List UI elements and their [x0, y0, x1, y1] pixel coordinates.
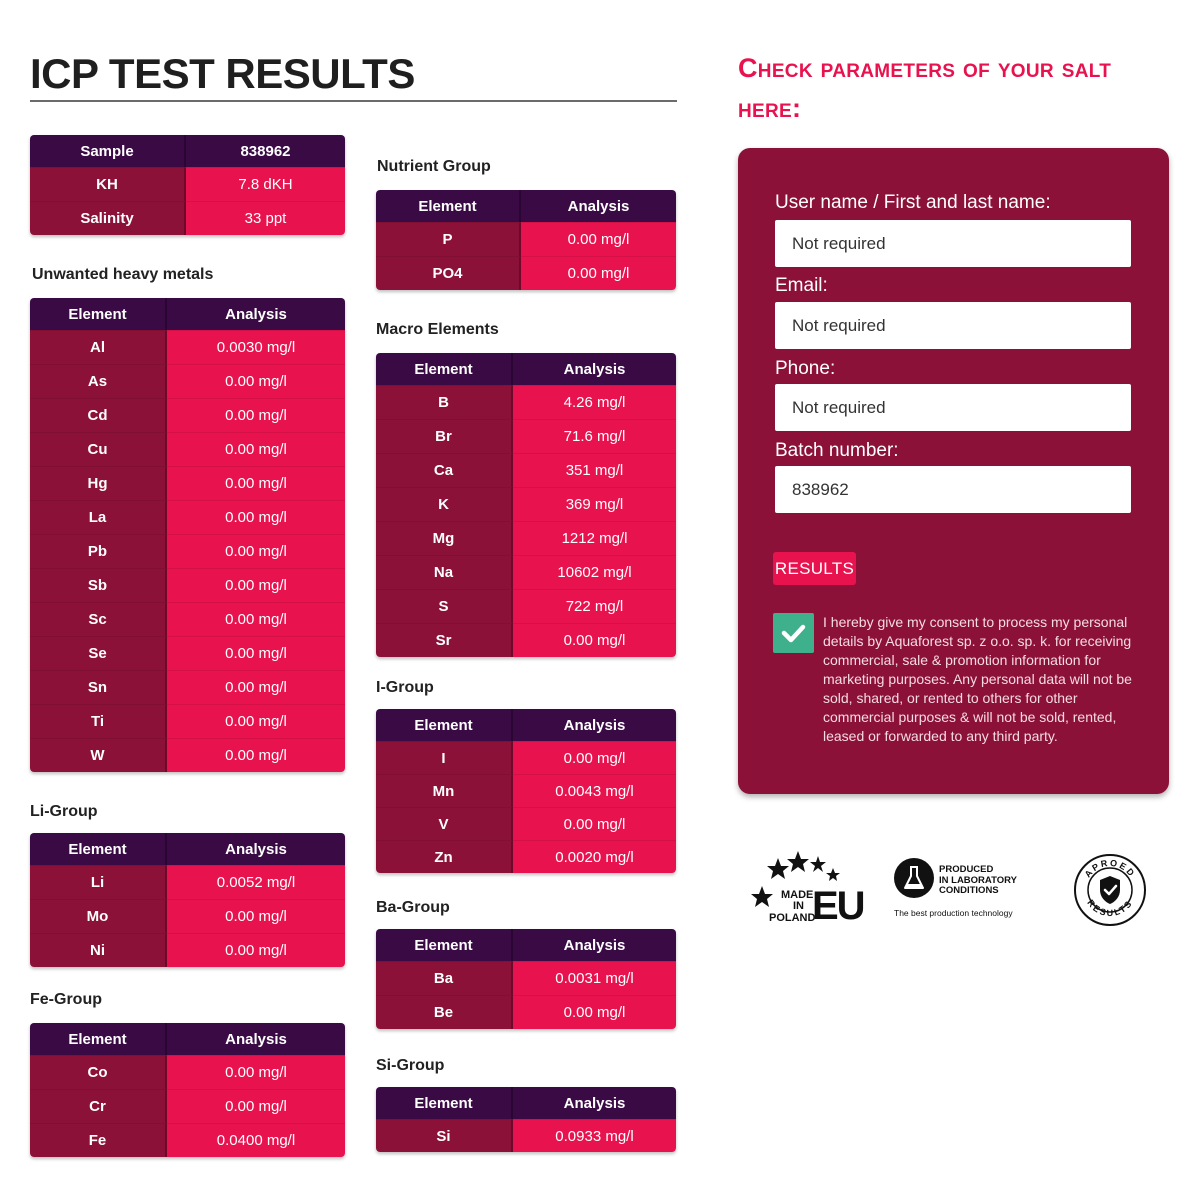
page-title: ICP TEST RESULTS — [30, 50, 415, 97]
column-header-element: Element — [376, 929, 513, 961]
lab-line-1: PRODUCED — [939, 864, 994, 875]
consent-checkbox[interactable] — [773, 613, 814, 653]
section-label-si-group: Si-Group — [376, 1057, 445, 1074]
section-label-nutrient-group: Nutrient Group — [377, 158, 491, 175]
element-cell: Na — [376, 555, 513, 589]
table-row — [376, 807, 676, 840]
table-row — [30, 534, 345, 568]
table-row — [376, 222, 676, 256]
sample-header-value: 838962 — [186, 135, 345, 167]
element-cell: Fe — [30, 1123, 167, 1157]
table-row — [30, 167, 345, 201]
ba-group-table — [376, 929, 676, 1029]
table-row — [376, 741, 676, 774]
lab-badge-subtitle: The best production technology — [894, 908, 1013, 918]
table-row — [30, 330, 345, 364]
consent-text: I hereby give my consent to process my personal details by Aquaforest sp. z o.o. sp. k. for receiving commercial, sale & promotion information for marketing purposes. Any personal data will not be sold, shared, or rented to others for other commercial purposes & will not be sold, rented, leased or forwarded to any third party. — [823, 614, 1132, 744]
table-row — [30, 704, 345, 738]
analysis-cell: 0.00 mg/l — [521, 222, 676, 256]
column-header-element: Element — [30, 298, 167, 330]
table-row — [376, 840, 676, 873]
analysis-cell: 369 mg/l — [513, 487, 676, 521]
analysis-cell: 0.00 mg/l — [167, 602, 345, 636]
column-header-element: Element — [376, 353, 513, 385]
lab-line-3: CONDITIONS — [939, 885, 999, 896]
table-row — [30, 636, 345, 670]
section-label-macro-elements: Macro Elements — [376, 321, 499, 338]
table-row — [30, 1123, 345, 1157]
column-header-analysis: Analysis — [521, 190, 676, 222]
table-row — [30, 432, 345, 466]
lab-badge-text — [939, 865, 1029, 897]
analysis-cell: 0.00 mg/l — [521, 256, 676, 290]
analysis-cell: 0.0043 mg/l — [513, 774, 676, 807]
email-label: Email: — [775, 275, 828, 296]
element-cell: P — [376, 222, 521, 256]
table-row — [376, 385, 676, 419]
table-row — [30, 500, 345, 534]
element-cell: Ba — [376, 961, 513, 995]
analysis-cell: 0.00 mg/l — [167, 670, 345, 704]
heavy-metals-table — [30, 298, 345, 772]
section-label-ba-group: Ba-Group — [376, 899, 450, 916]
analysis-cell: 0.00 mg/l — [167, 1055, 345, 1089]
eu-badge-eu: EU — [812, 884, 864, 928]
element-cell: La — [30, 500, 167, 534]
analysis-cell: 0.00 mg/l — [513, 807, 676, 840]
eu-badge-poland: POLAND — [769, 912, 816, 924]
column-header-analysis: Analysis — [513, 353, 676, 385]
table-row — [30, 602, 345, 636]
analysis-cell: 71.6 mg/l — [513, 419, 676, 453]
i-group-table — [376, 709, 676, 873]
analysis-cell: 0.00 mg/l — [167, 364, 345, 398]
fe-group-table — [30, 1023, 345, 1157]
element-cell: As — [30, 364, 167, 398]
column-header-element: Element — [376, 1087, 513, 1119]
column-header-analysis: Analysis — [513, 1087, 676, 1119]
flask-icon — [894, 858, 934, 898]
element-cell: Mo — [30, 899, 167, 933]
sample-value: 33 ppt — [186, 201, 345, 235]
analysis-cell: 351 mg/l — [513, 453, 676, 487]
analysis-cell: 1212 mg/l — [513, 521, 676, 555]
analysis-cell: 0.00 mg/l — [167, 398, 345, 432]
batch-number-input[interactable] — [775, 466, 1131, 513]
table-row — [30, 398, 345, 432]
form-heading: Check parameters of your salt here: — [738, 53, 1112, 123]
analysis-cell: 0.0933 mg/l — [513, 1119, 676, 1152]
element-cell: I — [376, 741, 513, 774]
element-cell: Cr — [30, 1089, 167, 1123]
analysis-cell: 0.00 mg/l — [167, 738, 345, 772]
phone-label: Phone: — [775, 358, 836, 379]
element-cell: Se — [30, 636, 167, 670]
column-header-element: Element — [30, 833, 167, 865]
analysis-cell: 0.0020 mg/l — [513, 840, 676, 873]
phone-input[interactable] — [775, 384, 1131, 431]
table-row — [376, 453, 676, 487]
table-row — [376, 589, 676, 623]
analysis-cell: 4.26 mg/l — [513, 385, 676, 419]
column-header-element: Element — [376, 709, 513, 741]
analysis-cell: 0.0400 mg/l — [167, 1123, 345, 1157]
element-cell: Sb — [30, 568, 167, 602]
element-cell: Hg — [30, 466, 167, 500]
name-input[interactable] — [775, 220, 1131, 267]
approved-bottom-text: RESULTS — [1085, 897, 1135, 919]
table-row — [376, 521, 676, 555]
table-row — [376, 1119, 676, 1152]
analysis-cell: 0.00 mg/l — [167, 1089, 345, 1123]
element-cell: Be — [376, 995, 513, 1029]
element-cell: Al — [30, 330, 167, 364]
element-cell: Zn — [376, 840, 513, 873]
element-cell: S — [376, 589, 513, 623]
analysis-cell: 0.00 mg/l — [167, 534, 345, 568]
analysis-cell: 0.0052 mg/l — [167, 865, 345, 899]
element-cell: Br — [376, 419, 513, 453]
sample-value: 7.8 dKH — [186, 167, 345, 201]
li-group-table — [30, 833, 345, 967]
element-cell: B — [376, 385, 513, 419]
column-header-element: Element — [376, 190, 521, 222]
table-row — [376, 256, 676, 290]
analysis-cell: 0.00 mg/l — [513, 741, 676, 774]
lab-badge — [894, 858, 934, 898]
section-label-fe-group: Fe-Group — [30, 991, 102, 1008]
check-icon — [773, 613, 814, 653]
table-row — [30, 899, 345, 933]
analysis-cell: 0.00 mg/l — [167, 704, 345, 738]
results-form — [738, 148, 1169, 794]
sample-param: Salinity — [30, 201, 186, 235]
column-header-analysis: Analysis — [513, 709, 676, 741]
column-header-analysis: Analysis — [167, 833, 345, 865]
table-row — [30, 201, 345, 235]
si-group-table — [376, 1087, 676, 1152]
element-cell: PO4 — [376, 256, 521, 290]
section-label-heavy-metals: Unwanted heavy metals — [32, 266, 214, 283]
element-cell: K — [376, 487, 513, 521]
element-cell: Sc — [30, 602, 167, 636]
analysis-cell: 0.0031 mg/l — [513, 961, 676, 995]
column-header-analysis: Analysis — [513, 929, 676, 961]
element-cell: Sr — [376, 623, 513, 657]
table-row — [376, 961, 676, 995]
table-row — [30, 865, 345, 899]
column-header-analysis: Analysis — [167, 298, 345, 330]
nutrient-group-table — [376, 190, 676, 290]
lab-line-2: IN LABORATORY — [939, 874, 1017, 886]
analysis-cell: 10602 mg/l — [513, 555, 676, 589]
element-cell: V — [376, 807, 513, 840]
element-cell: Si — [376, 1119, 513, 1152]
approved-results-badge — [1072, 852, 1148, 928]
shield-check-icon — [1072, 852, 1148, 928]
analysis-cell: 0.00 mg/l — [167, 432, 345, 466]
analysis-cell: 0.0030 mg/l — [167, 330, 345, 364]
analysis-cell: 0.00 mg/l — [167, 933, 345, 967]
table-row — [376, 487, 676, 521]
email-input[interactable] — [775, 302, 1131, 349]
table-row — [30, 1089, 345, 1123]
table-row — [30, 364, 345, 398]
element-cell: Mn — [376, 774, 513, 807]
table-row — [30, 1055, 345, 1089]
section-label-li-group: Li-Group — [30, 803, 98, 820]
sample-header-label: Sample — [30, 135, 186, 167]
sample-param: KH — [30, 167, 186, 201]
analysis-cell: 0.00 mg/l — [167, 466, 345, 500]
results-button[interactable]: RESULTS — [773, 552, 856, 585]
element-cell: Pb — [30, 534, 167, 568]
analysis-cell: 0.00 mg/l — [167, 636, 345, 670]
table-row — [376, 774, 676, 807]
batch-label: Batch number: — [775, 440, 899, 461]
analysis-cell: 0.00 mg/l — [513, 995, 676, 1029]
table-row — [376, 623, 676, 657]
analysis-cell: 0.00 mg/l — [513, 623, 676, 657]
element-cell: Mg — [376, 521, 513, 555]
column-header-element: Element — [30, 1023, 167, 1055]
element-cell: Li — [30, 865, 167, 899]
macro-elements-table — [376, 353, 676, 657]
name-label: User name / First and last name: — [775, 192, 1051, 213]
analysis-cell: 0.00 mg/l — [167, 500, 345, 534]
table-row — [376, 419, 676, 453]
section-label-i-group: I-Group — [376, 679, 434, 696]
eu-badge-in: IN — [793, 900, 804, 912]
table-row — [376, 995, 676, 1029]
column-header-analysis: Analysis — [167, 1023, 345, 1055]
made-in-eu-badge — [748, 850, 864, 930]
analysis-cell: 0.00 mg/l — [167, 568, 345, 602]
title-divider — [30, 100, 677, 102]
sample-table — [30, 135, 345, 235]
table-row — [30, 568, 345, 602]
table-row — [30, 466, 345, 500]
analysis-cell: 722 mg/l — [513, 589, 676, 623]
element-cell: Ti — [30, 704, 167, 738]
element-cell: Ca — [376, 453, 513, 487]
table-row — [30, 670, 345, 704]
element-cell: W — [30, 738, 167, 772]
table-row — [30, 933, 345, 967]
table-row — [376, 555, 676, 589]
element-cell: Sn — [30, 670, 167, 704]
element-cell: Ni — [30, 933, 167, 967]
table-row — [30, 738, 345, 772]
analysis-cell: 0.00 mg/l — [167, 899, 345, 933]
element-cell: Co — [30, 1055, 167, 1089]
eu-badge-made: MADE — [781, 889, 814, 901]
element-cell: Cd — [30, 398, 167, 432]
approved-top-text: APROED — [1082, 857, 1138, 880]
element-cell: Cu — [30, 432, 167, 466]
